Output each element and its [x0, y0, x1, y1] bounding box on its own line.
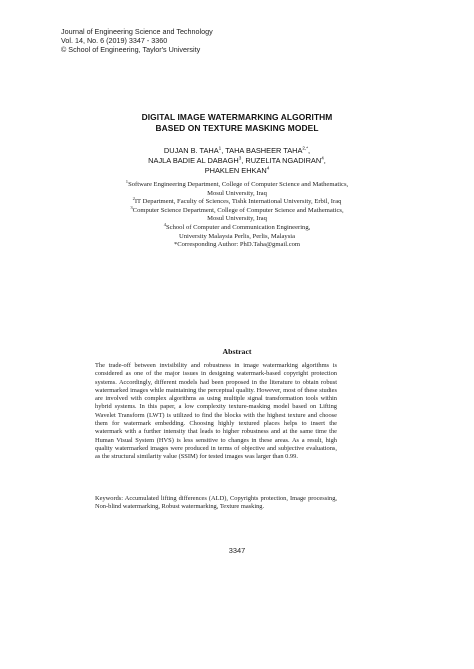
affiliation-line: $^4$School of Computer and Communication Engineering, — [163, 221, 311, 231]
affiliation-line: University Malaysia Perlis, Perlis, Malaysia — [178, 232, 296, 240]
title-line-2: BASED ON TEXTURE MASKING MODEL — [155, 123, 319, 133]
author-affiliation-mark: 4 — [321, 155, 324, 161]
keywords-label: Keywords: — [95, 495, 124, 502]
author-affiliation-mark: 2,* — [302, 145, 309, 151]
author-separator: , — [221, 146, 226, 155]
journal-name: Journal of Engineering Science and Technology — [61, 27, 213, 36]
author-name: TAHA BASHEER TAHA — [225, 146, 303, 155]
affiliation-mark: 1 — [125, 178, 129, 184]
journal-header — [61, 27, 213, 54]
author-name: DUJAN B. TAHA — [163, 146, 219, 155]
affiliation-list — [0, 178, 474, 250]
author-affiliation-mark: 3 — [238, 155, 242, 161]
author-name: RUZELITA NGADIRAN — [245, 156, 322, 165]
paper-title — [0, 112, 474, 134]
affiliation-line: $^2$IT Department, Faculty of Sciences, Tishk International University, Erbil, Iraq — [132, 196, 342, 206]
affiliation-mark: 2 — [132, 196, 135, 201]
author-separator: , — [323, 156, 326, 165]
author-affiliation-mark: 4 — [266, 165, 270, 171]
affiliation-mark: 4 — [163, 221, 166, 227]
affiliation-line: Mosul University, Iraq — [207, 189, 267, 197]
corresponding-author: *Corresponding Author: PhD.Taha@gmail.com — [173, 241, 301, 249]
affiliation-line: $^3$Computer Science Department, College of Computer Science and Mathematics, — [130, 204, 344, 214]
author-name: NAJLA BADIE AL DABAGH — [148, 156, 239, 165]
keywords — [95, 495, 337, 512]
author-affiliation-mark: 1 — [218, 145, 222, 151]
author-line-2 — [0, 156, 474, 166]
author-line-3 — [0, 166, 474, 176]
page-number: 3347 — [228, 546, 246, 555]
abstract-body: The trade-off between invisibility and robustness in image watermarking algorithms is considered as one of the major issues in designing watermark-based copyright protection systems. Accordingly, different models had been proposed in the literature to obtain robust watermarked images while maintaining the perceptual quality. However, most of these studies are involved with complex algorithms as using multiple signal transformation tools within hybrid systems. In this paper, a low complexity texture-masking model based on Lifting Wavelet Transform (LWT) is utilized to find the blocks with the highest texture and choose them for watermark embedding. Choosing highly textured places helps to insert the watermark with a further intensity that leads to higher robustness and at the same time the Human Visual System (HVS) is less sensitive to changes in these areas. As a result, high quality watermarked images were produced in terms of objective and subjective evaluations, as the structural similarity value (SSIM) for tested images was larger than 0.99. — [95, 362, 337, 461]
journal-copyright: © School of Engineering, Taylor's University — [61, 45, 201, 54]
affiliation-mark: 3 — [130, 204, 133, 210]
author-separator: , — [308, 146, 311, 155]
author-list — [0, 146, 474, 176]
author-line-1 — [0, 146, 474, 156]
affiliation-line: Mosul University, Iraq — [207, 215, 267, 223]
title-line-1: DIGITAL IMAGE WATERMARKING ALGORITHM — [141, 112, 333, 122]
abstract-heading: Abstract — [222, 347, 252, 356]
author-separator: , — [241, 156, 246, 165]
affiliation-line: $^1$Software Engineering Department, College of Computer Science and Mathematics, — [125, 178, 349, 188]
author-name: PHAKLEN EHKAN — [204, 166, 267, 175]
journal-volume: Vol. 14, No. 6 (2019) 3347 - 3360 — [61, 36, 168, 45]
keywords-text: Accumulated lifting differences (ALD), Copyrights protection, Image processing, Non-blind watermarking, Robust watermarking, Texture masking. — [95, 495, 337, 511]
